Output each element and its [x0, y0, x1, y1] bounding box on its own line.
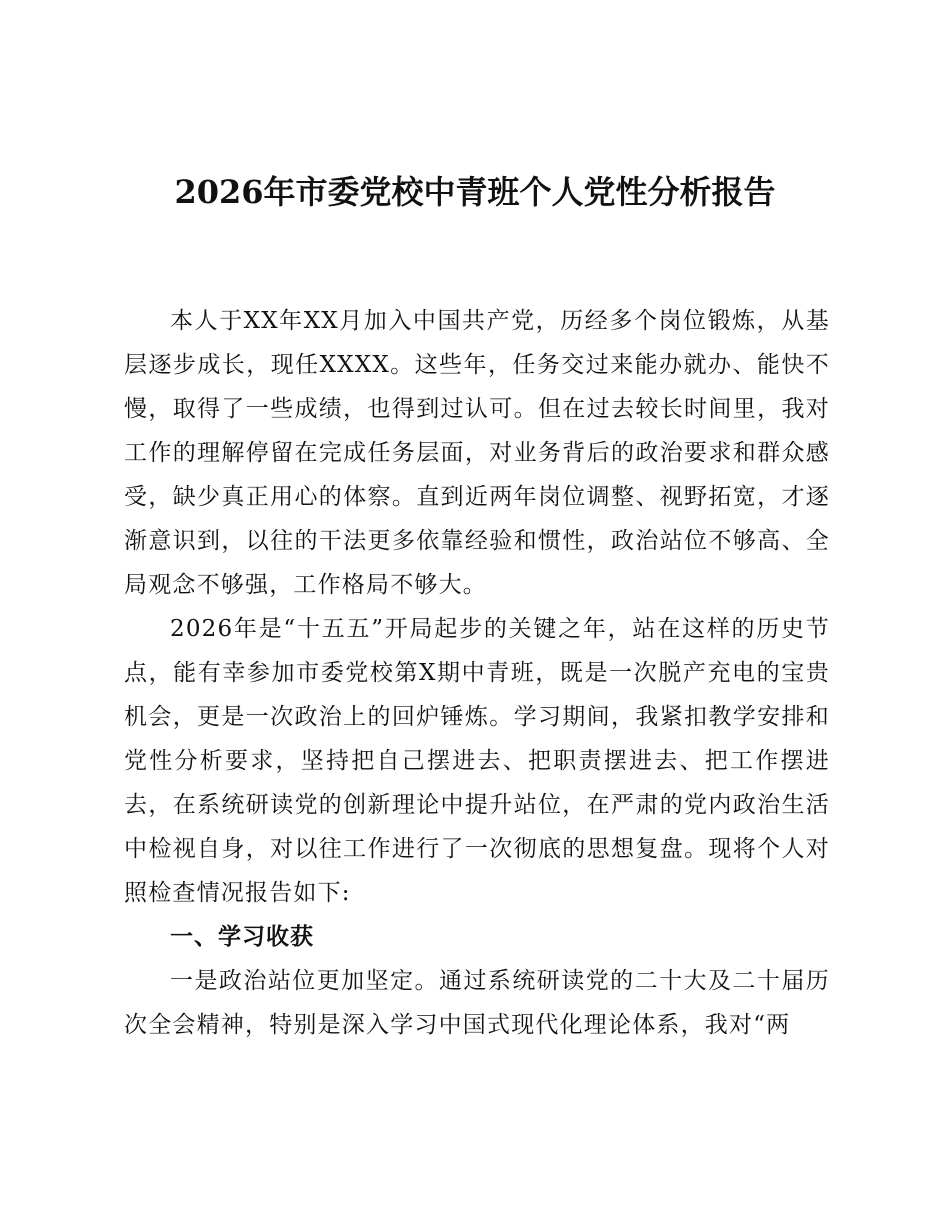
background-paragraph: 2026年是“十五五”开局起步的关键之年，站在这样的历史节点，能有幸参加市委党校第X期中青班，既是一次脱产充电的宝贵机会，更是一次政治上的回炉锤炼。学习期间，我紧扣教学安排和党性分析要求，坚持把自己摆进去、把职责摆进去、把工作摆进去，在系统研读党的创新理论中提升站位，在严肃的党内政治生活中检视自身，对以往工作进行了一次彻底的思想复盘。现将个人对照检查情况报告如下: — [124, 616, 830, 906]
intro-paragraph: 本人于XX年XX月加入中国共产党，历经多个岗位锻炼，从基层逐步成长，现任XXXX。这些年，任务交过来能办就办、能快不慢，取得了一些成绩，也得到过认可。但在过去较长时间里，我对工作的理解停留在完成任务层面，对业务背后的政治要求和群众感受，缺少真正用心的体察。直到近两年岗位调整、视野拓宽，才逐渐意识到，以往的干法更多依靠经验和惯性，政治站位不够高、全局观念不够强，工作格局不够大。 — [124, 308, 830, 598]
document-body — [124, 299, 830, 1047]
section-paragraph: 一是政治站位更加坚定。通过系统研读党的二十大及二十届历次全会精神，特别是深入学习中国式现代化理论体系，我对“两 — [124, 968, 830, 1038]
document-title: 2026年市委党校中青班个人党性分析报告 — [174, 173, 776, 211]
section-heading: 一、学习收获 — [170, 924, 314, 950]
